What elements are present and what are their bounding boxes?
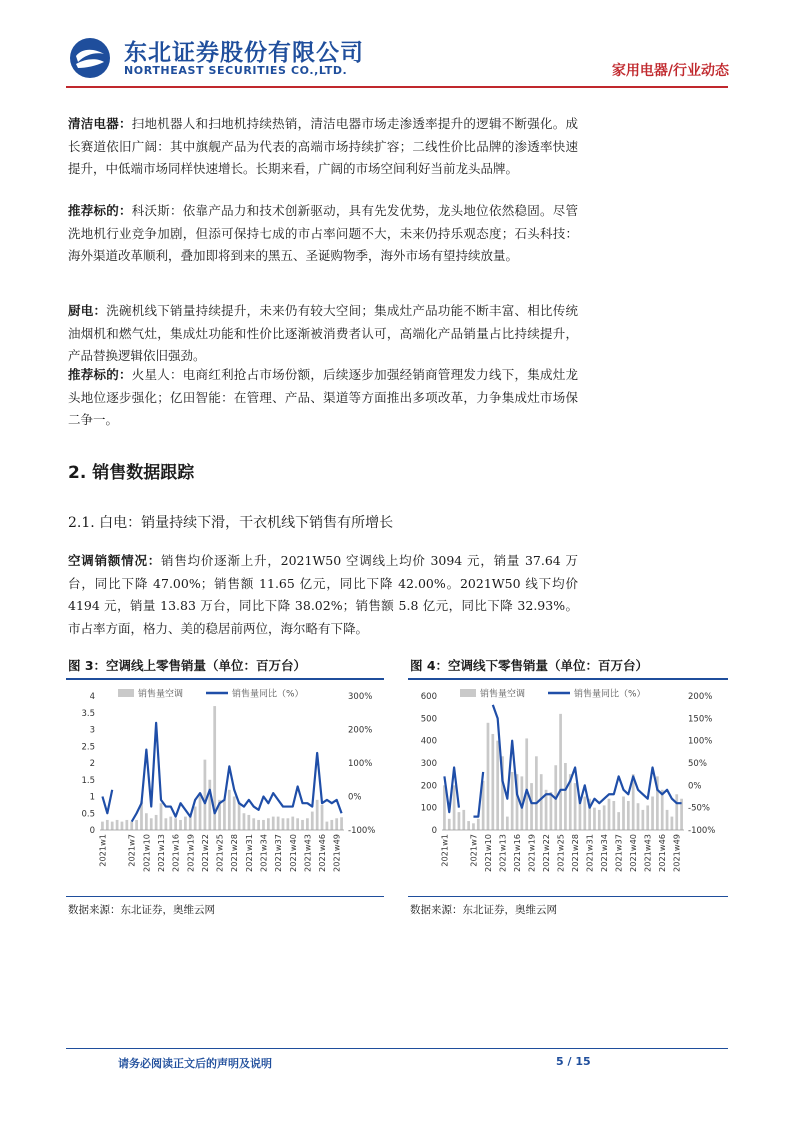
bar-sales-volume <box>462 810 465 830</box>
bar-sales-volume <box>550 792 553 830</box>
figure-4-source: 数据来源：东北证券，奥维云网 <box>410 904 557 916</box>
y-right-tick-label: 100% <box>688 736 713 747</box>
bar-sales-volume <box>467 821 470 830</box>
x-tick-label: 2021w13 <box>156 834 166 872</box>
paragraph-lead: 空调销额情况： <box>68 553 162 568</box>
legend-line-label: 销售量同比（%） <box>232 689 304 700</box>
bar-sales-volume <box>608 799 611 830</box>
paragraph-lead: 推荐标的： <box>68 367 132 382</box>
bar-sales-volume <box>238 802 241 830</box>
report-category: 家用电器/行业动态 <box>611 63 729 79</box>
bar-sales-volume <box>252 818 255 830</box>
y-left-tick-label: 0.5 <box>81 809 95 820</box>
bar-sales-volume <box>135 820 138 830</box>
y-right-tick-label: 200% <box>348 725 373 736</box>
bar-sales-volume <box>169 817 172 830</box>
x-tick-label: 2021w10 <box>141 834 152 872</box>
footer-divider <box>66 1048 728 1049</box>
y-left-tick-label: 4 <box>89 692 95 702</box>
bar-sales-volume <box>340 817 343 830</box>
bar-sales-volume <box>194 807 197 830</box>
bar-sales-volume <box>165 818 168 830</box>
x-tick-label: 2021w19 <box>185 834 196 872</box>
x-tick-label: 2021w49 <box>331 834 342 872</box>
y-left-tick-label: 100 <box>420 803 437 814</box>
paragraph-text: 洗碗机线下销量持续提升，未来仍有较大空间；集成灶产品功能不断丰富、相比传统油烟机和燃气灶，集成灶功能和性价比逐渐被消费者认可，高端化产品销量占比持续提升，产品替换逻辑依旧强劲。 <box>68 303 578 364</box>
bar-sales-volume <box>487 723 490 830</box>
figure-4-chart <box>408 682 728 894</box>
bar-sales-volume <box>583 797 586 831</box>
x-tick-label: 2021w16 <box>170 834 181 872</box>
bar-sales-volume <box>330 820 333 830</box>
x-tick-label: 2021w34 <box>258 834 269 872</box>
y-right-tick-label: 50% <box>688 759 707 769</box>
bar-sales-volume <box>448 819 451 830</box>
paragraph-text: 火星人：电商红利抢占市场份额，后续逐步加强经销商管理发力线下，集成灶龙头地位逐步强化；亿田智能：在管理、产品、渠道等方面推出多项改革，力争集成灶市场保二争一。 <box>68 367 578 428</box>
legend-bar-label: 销售量空调 <box>138 689 184 700</box>
company-name-en: NORTHEAST SECURITIES CO.,LTD. <box>124 64 348 77</box>
y-left-tick-label: 1.5 <box>81 775 95 786</box>
bar-sales-volume <box>661 790 664 830</box>
bar-sales-volume <box>617 812 620 830</box>
x-tick-label: 2021w16 <box>512 834 523 872</box>
y-left-tick-label: 200 <box>420 781 437 792</box>
bar-sales-volume <box>593 808 596 830</box>
footer-disclaimer: 请务必阅读正文后的声明及说明 <box>118 1057 272 1070</box>
legend-bar-swatch <box>460 689 476 697</box>
section-title: 2. 销售数据跟踪 <box>68 463 195 483</box>
y-left-tick-label: 400 <box>420 736 437 747</box>
paragraph-text: 科沃斯：依靠产品力和技术创新驱动，具有先发优势，龙头地位依然稳固。尽管洗地机行业竞争加剧，但添可保持七成的市占率问题不大，未来仍持乐观态度；石头科技：海外渠道改革顺利，叠加即将到来的黑五、圣诞购物季，海外市场有望持续放量。 <box>68 203 578 264</box>
x-tick-label: 2021w7 <box>468 834 479 867</box>
paragraph-kitchen <box>68 300 578 368</box>
subsection-title: 2.1. 白电：销量持续下滑，干衣机线下销售有所增长 <box>68 515 394 531</box>
x-tick-label: 2021w49 <box>671 834 682 872</box>
bar-sales-volume <box>204 760 207 830</box>
bar-sales-volume <box>316 800 319 830</box>
paragraph-lead: 清洁电器： <box>68 116 132 131</box>
figure-3-title: 图 3：空调线上零售销量（单位：百万台） <box>68 658 307 673</box>
bar-sales-volume <box>491 734 494 830</box>
bar-sales-volume <box>296 818 299 830</box>
paragraph-cleaning-picks <box>68 200 578 268</box>
bar-sales-volume <box>496 741 499 830</box>
y-left-tick-label: 3.5 <box>81 708 95 719</box>
y-left-tick-label: 0 <box>89 826 95 836</box>
paragraph-text: 扫地机器人和扫地机持续热销，清洁电器市场走渗透率提升的逻辑不断强化。成长赛道依旧广阔：其中旗舰产品为代表的高端市场持续扩容；二线性价比品牌的渗透率快速提升，中低端市场同样快速增长。长期来看，广阔的市场空间利好当前龙头品牌。 <box>68 116 578 177</box>
bar-sales-volume <box>155 815 158 830</box>
company-name-cn: 东北证券股份有限公司 <box>124 40 364 66</box>
y-left-tick-label: 300 <box>420 759 437 769</box>
bar-sales-volume <box>243 813 246 830</box>
x-tick-label: 2021w43 <box>302 834 313 872</box>
bar-sales-volume <box>272 817 275 830</box>
bar-sales-volume <box>530 783 533 830</box>
bar-sales-volume <box>506 817 509 830</box>
x-tick-label: 2021w19 <box>526 834 537 872</box>
bar-sales-volume <box>666 810 669 830</box>
line-yoy-change <box>102 790 112 813</box>
bar-sales-volume <box>311 812 314 830</box>
bar-sales-volume <box>101 822 104 830</box>
bar-sales-volume <box>106 820 109 830</box>
bar-sales-volume <box>130 822 133 830</box>
x-tick-label: 2021w43 <box>642 834 653 872</box>
bar-sales-volume <box>321 805 324 830</box>
bar-sales-volume <box>477 819 480 830</box>
x-tick-label: 2021w22 <box>541 834 552 872</box>
bar-sales-volume <box>525 738 528 830</box>
bar-sales-volume <box>642 810 645 830</box>
y-right-tick-label: -100% <box>688 826 716 836</box>
x-tick-label: 2021w10 <box>482 834 493 872</box>
x-tick-label: 2021w13 <box>497 834 508 872</box>
paragraph-kitchen-picks <box>68 364 578 432</box>
x-tick-label: 2021w25 <box>214 834 225 872</box>
x-tick-label: 2021w25 <box>555 834 566 872</box>
bar-sales-volume <box>637 803 640 830</box>
y-right-tick-label: -100% <box>348 826 376 836</box>
figure-3-top-rule <box>66 678 384 680</box>
bar-sales-volume <box>267 818 270 830</box>
y-right-tick-label: 300% <box>348 692 373 702</box>
bar-sales-volume <box>150 818 153 830</box>
bar-sales-volume <box>179 820 182 830</box>
x-tick-label: 2021w31 <box>243 834 254 872</box>
bar-sales-volume <box>262 820 265 830</box>
bar-sales-volume <box>174 818 177 830</box>
legend-line-label: 销售量同比（%） <box>574 689 646 700</box>
figure-4-title: 图 4：空调线下零售销量（单位：百万台） <box>410 658 649 673</box>
bar-sales-volume <box>651 797 654 831</box>
paragraph-lead: 厨电： <box>68 303 107 318</box>
bar-sales-volume <box>574 783 577 830</box>
bar-sales-volume <box>111 822 114 830</box>
bar-sales-volume <box>579 801 582 830</box>
bar-sales-volume <box>160 803 163 830</box>
y-left-tick-label: 500 <box>420 714 437 725</box>
y-left-tick-label: 2.5 <box>81 742 95 753</box>
x-tick-label: 2021w46 <box>317 834 328 872</box>
x-tick-label: 2021w46 <box>657 834 668 872</box>
paragraph-cleaning <box>68 113 578 181</box>
company-logo <box>68 36 112 80</box>
bar-sales-volume <box>326 822 329 830</box>
bar-sales-volume <box>291 817 294 830</box>
bar-sales-volume <box>233 797 236 831</box>
bar-sales-volume <box>306 818 309 830</box>
bar-sales-volume <box>335 818 338 830</box>
bar-sales-volume <box>627 801 630 830</box>
figure-4-bottom-rule <box>408 896 728 897</box>
bar-sales-volume <box>671 817 674 830</box>
x-tick-label: 2021w1 <box>97 834 108 867</box>
bar-sales-volume <box>646 805 649 830</box>
bar-sales-volume <box>598 810 601 830</box>
bar-sales-volume <box>622 797 625 831</box>
bar-sales-volume <box>453 785 456 830</box>
x-tick-label: 2021w37 <box>273 834 284 872</box>
y-left-tick-label: 3 <box>89 725 95 736</box>
x-tick-label: 2021w31 <box>584 834 595 872</box>
x-tick-label: 2021w40 <box>287 834 298 872</box>
figure-3-bottom-rule <box>66 896 384 897</box>
bar-sales-volume <box>612 801 615 830</box>
bar-sales-volume <box>540 774 543 830</box>
x-tick-label: 2021w1 <box>439 834 450 867</box>
header-divider <box>66 86 728 88</box>
bar-sales-volume <box>145 813 148 830</box>
y-right-tick-label: 150% <box>688 714 713 725</box>
x-tick-label: 2021w28 <box>570 834 581 872</box>
bar-sales-volume <box>277 817 280 830</box>
x-tick-label: 2021w28 <box>229 834 240 872</box>
x-tick-label: 2021w7 <box>126 834 137 867</box>
paragraph-text: 销售均价逐渐上升，2021W50 空调线上均价 3094 元，销量 37.64 万台，同比下降 47.00%；销售额 11.65 亿元，同比下降 42.00%。2021W50 线下均价 4194 元，销量 13.83 万台，同比下降 38.02%；销售额 5.8 亿元，同比下降 32.93%。市占率方面，格力、美的稳居前两位，海尔略有下降。 <box>68 553 578 637</box>
bar-sales-volume <box>247 815 250 830</box>
bar-sales-volume <box>287 818 290 830</box>
x-tick-label: 2021w34 <box>599 834 610 872</box>
bar-sales-volume <box>208 780 211 830</box>
y-left-tick-label: 1 <box>89 792 95 803</box>
y-left-tick-label: 0 <box>431 826 437 836</box>
bar-sales-volume <box>458 812 461 830</box>
y-right-tick-label: 200% <box>688 692 713 702</box>
bar-sales-volume <box>199 793 202 830</box>
y-left-tick-label: 2 <box>89 759 95 769</box>
bar-sales-volume <box>282 818 285 830</box>
bar-sales-volume <box>511 772 514 830</box>
bar-sales-volume <box>675 794 678 830</box>
bar-sales-volume <box>472 823 475 830</box>
bar-sales-volume <box>535 756 538 830</box>
x-tick-label: 2021w40 <box>628 834 639 872</box>
line-yoy-change <box>132 723 342 822</box>
paragraph-ac <box>68 550 578 641</box>
page-number: 5 / 15 <box>556 1055 591 1068</box>
bar-sales-volume <box>559 714 562 830</box>
x-tick-label: 2021w37 <box>613 834 624 872</box>
bar-sales-volume <box>301 820 304 830</box>
line-yoy-change <box>444 767 459 812</box>
bar-sales-volume <box>116 820 119 830</box>
bar-sales-volume <box>257 820 260 830</box>
y-right-tick-label: -50% <box>688 803 710 814</box>
bar-sales-volume <box>223 800 226 830</box>
line-yoy-change <box>473 772 483 817</box>
y-right-tick-label: 100% <box>348 759 373 769</box>
figure-3-chart <box>66 682 384 894</box>
figure-3-source: 数据来源：东北证券，奥维云网 <box>68 904 215 916</box>
bar-sales-volume <box>443 785 446 830</box>
bar-sales-volume <box>184 817 187 830</box>
y-right-tick-label: 0% <box>688 781 702 792</box>
bar-sales-volume <box>228 790 231 830</box>
legend-bar-swatch <box>118 689 134 697</box>
paragraph-lead: 推荐标的： <box>68 203 132 218</box>
bar-sales-volume <box>125 820 128 830</box>
bar-sales-volume <box>564 763 567 830</box>
x-tick-label: 2021w22 <box>199 834 210 872</box>
y-right-tick-label: 0% <box>348 792 362 803</box>
y-left-tick-label: 600 <box>420 692 437 702</box>
bar-sales-volume <box>121 822 124 830</box>
bar-sales-volume <box>603 805 606 830</box>
legend-bar-label: 销售量空调 <box>480 689 526 700</box>
figure-4-top-rule <box>408 678 728 680</box>
